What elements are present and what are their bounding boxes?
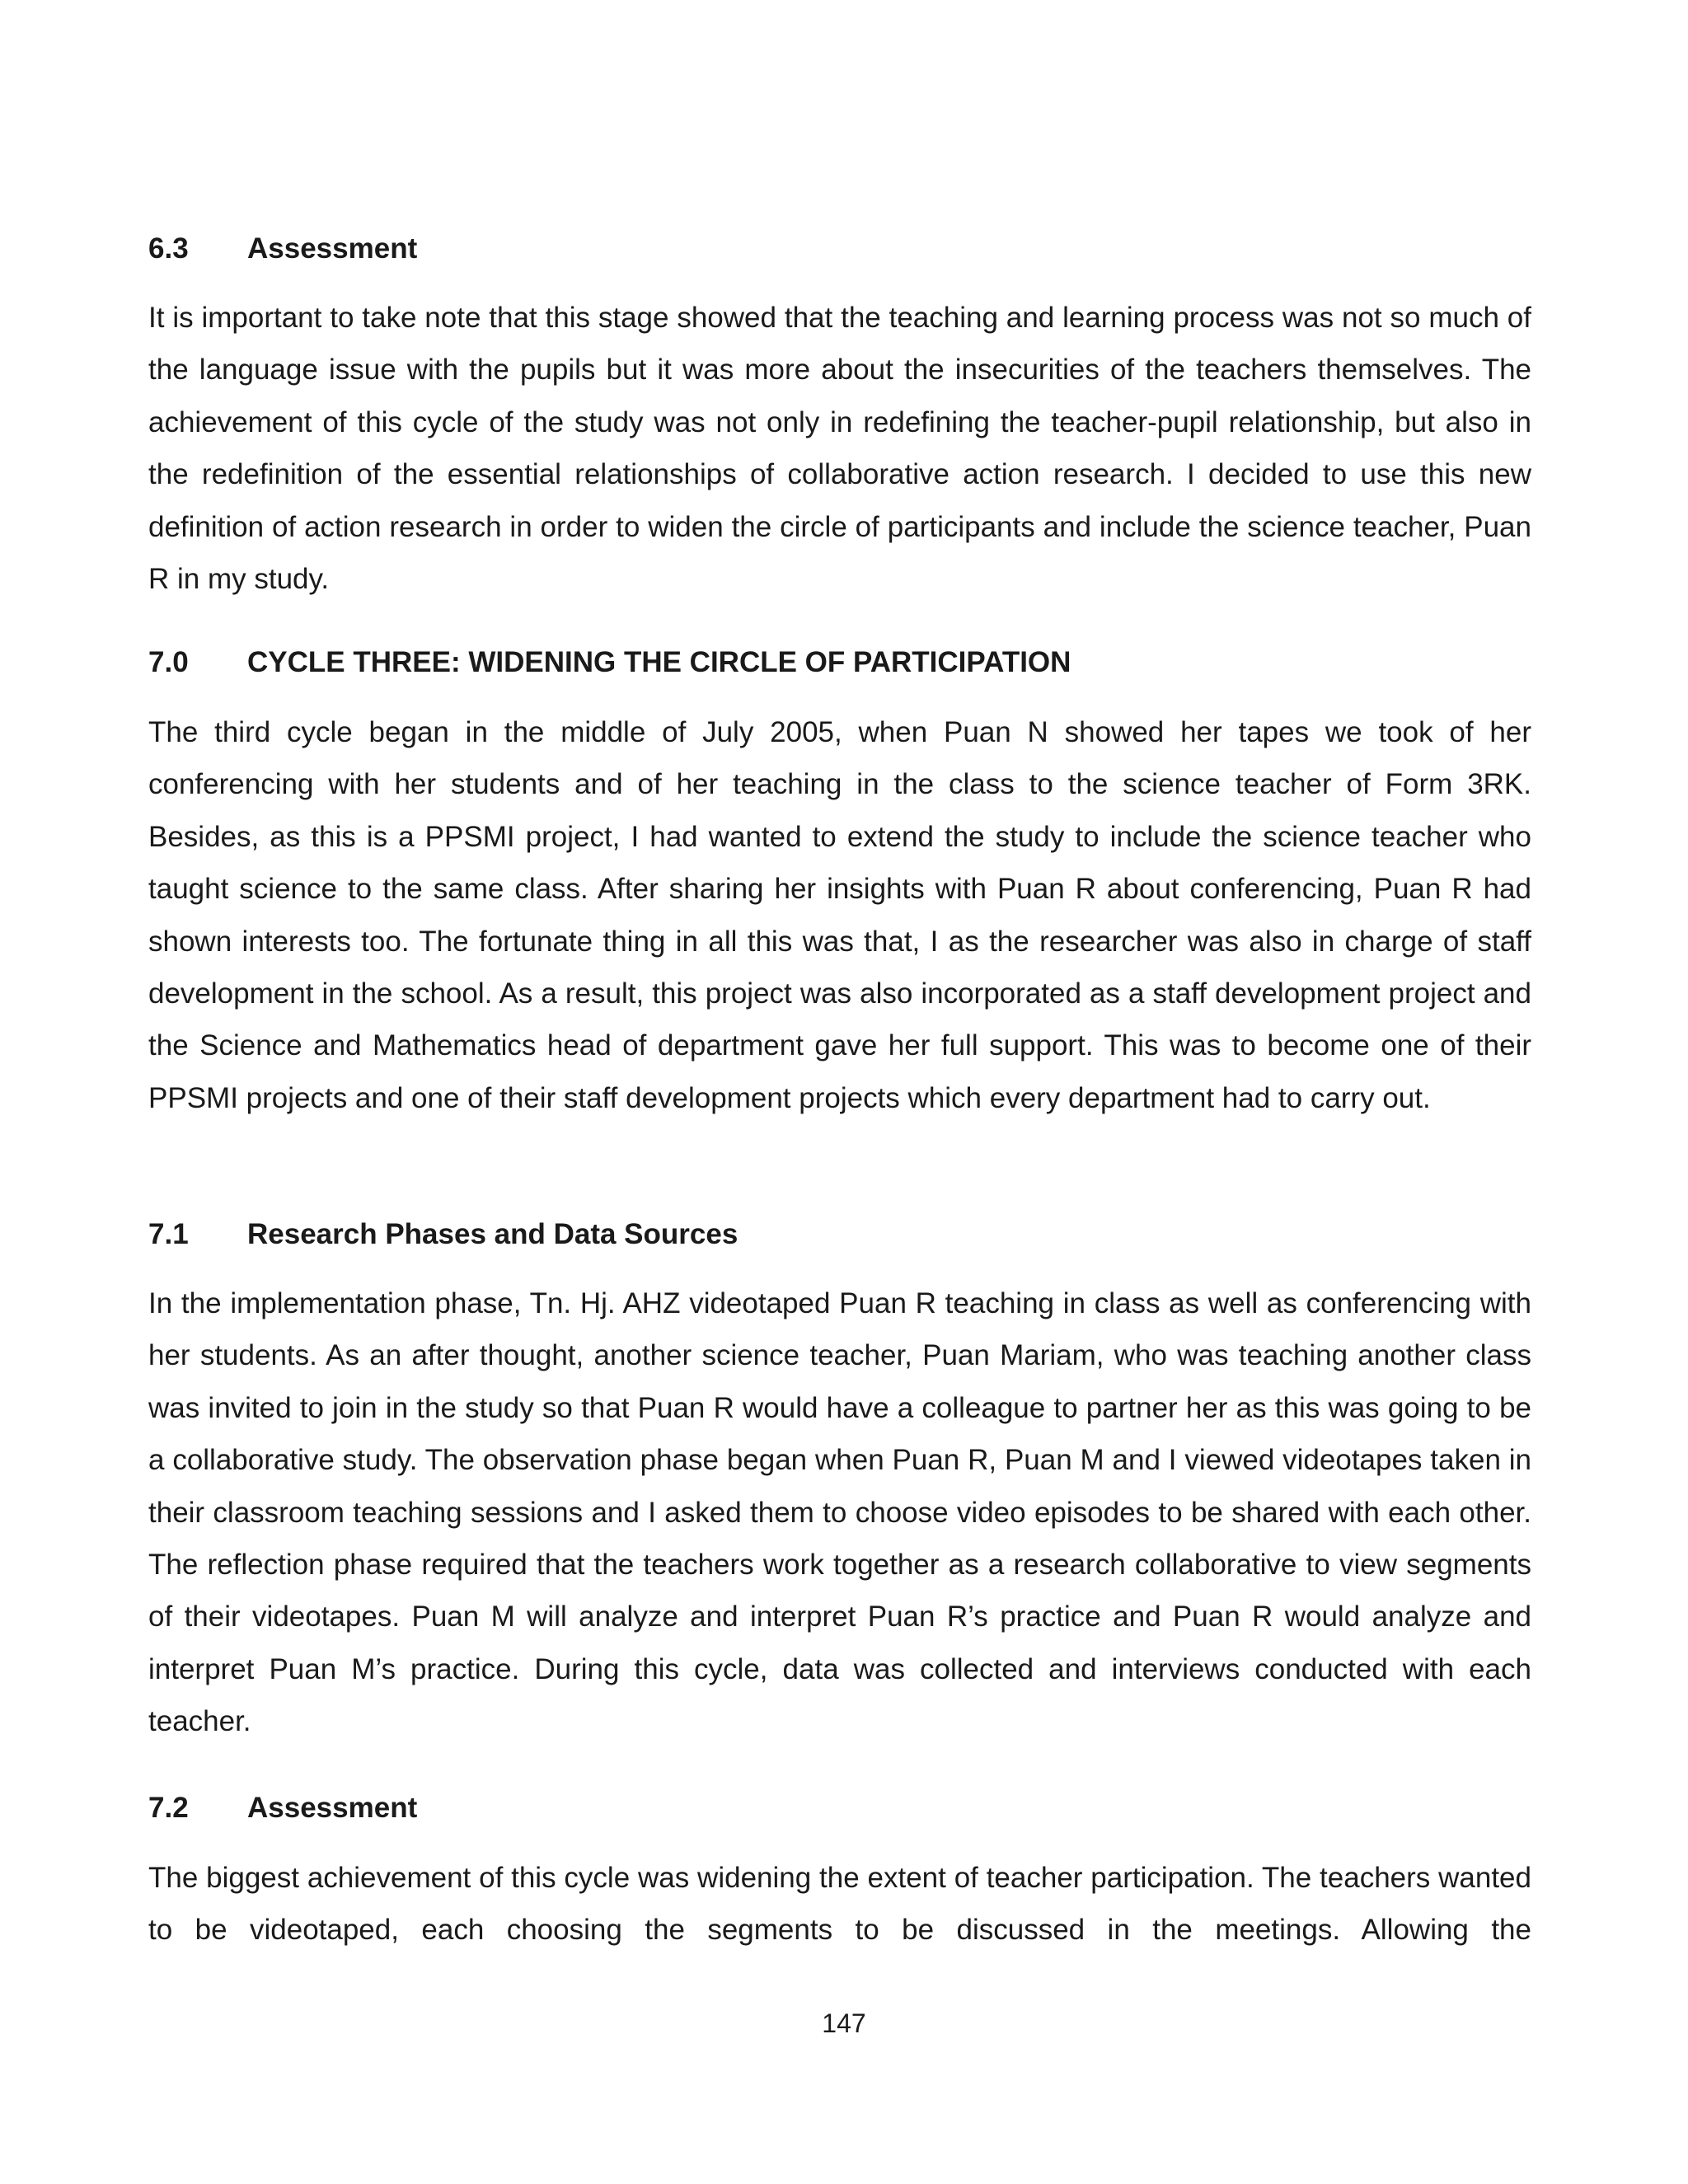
section-heading-6-3 (148, 224, 1531, 274)
section-title: CYCLE THREE: WIDENING THE CIRCLE OF PARTICIPATION (247, 646, 1071, 678)
section-number: 7.2 (148, 1792, 189, 1824)
section-heading-7-0 (148, 638, 1531, 687)
section-paragraph-7-2: The biggest achievement of this cycle was widening the extent of teacher participation. The teachers wanted to be videotaped, each choosing the segments to be discussed in the meetings. Allowing the (148, 1862, 1531, 1947)
section-title: Assessment (247, 1792, 418, 1824)
section-title: Assessment (247, 232, 418, 265)
section-heading-7-1 (148, 1210, 1531, 1259)
section-paragraph-6-3: It is important to take note that this stage showed that the teaching and learning process was not so much of the language issue with the pupils but it was more about the insecurities of the teachers themselves. The achievement of this cycle of the study was not only in redefining the teacher-pupil relationship, but also in the redefinition of the essential relationships of collaborative action research. I decided to use this new definition of action research in order to widen the circle of participants and include the science teacher, Puan R in my study. (148, 302, 1531, 596)
section-heading-7-2 (148, 1783, 1531, 1833)
section-number: 7.1 (148, 1218, 189, 1250)
section-title: Research Phases and Data Sources (247, 1218, 738, 1250)
page-number: 147 (822, 2008, 866, 2038)
section-number: 7.0 (148, 646, 189, 678)
section-number: 6.3 (148, 232, 189, 265)
section-paragraph-7-1: In the implementation phase, Tn. Hj. AHZ videotaped Puan R teaching in class as well as conferencing with her students. As an after thought, another science teacher, Puan Mariam, who was teaching another class was invited to join in the study so that Puan R would have a colleague to partner her as this was going to be a collaborative study. The observation phase began when Puan R, Puan M and I viewed videotapes taken in their classroom teaching sessions and I asked them to choose video episodes to be shared with each other. The reflection phase required that the teachers work together as a research collaborative to view segments of their videotapes. Puan M will analyze and interpret Puan R’s practice and Puan R would analyze and interpret Puan M’s practice. During this cycle, data was collected and interviews conducted with each teacher. (148, 1287, 1531, 1738)
section-paragraph-7-0: The third cycle began in the middle of July 2005, when Puan N showed her tapes we took of her conferencing with her students and of her teaching in the class to the science teacher of Form 3RK. Besides, as this is a PPSMI project, I had wanted to extend the study to include the science teacher who taught science to the same class. After sharing her insights with Puan R about conferencing, Puan R had shown interests too. The fortunate thing in all this was that, I as the researcher was also in charge of staff development in the school. As a result, this project was also incorporated as a staff development project and the Science and Mathematics head of department gave her full support. This was to become one of their PPSMI projects and one of their staff development projects which every department had to carry out. (148, 716, 1531, 1114)
